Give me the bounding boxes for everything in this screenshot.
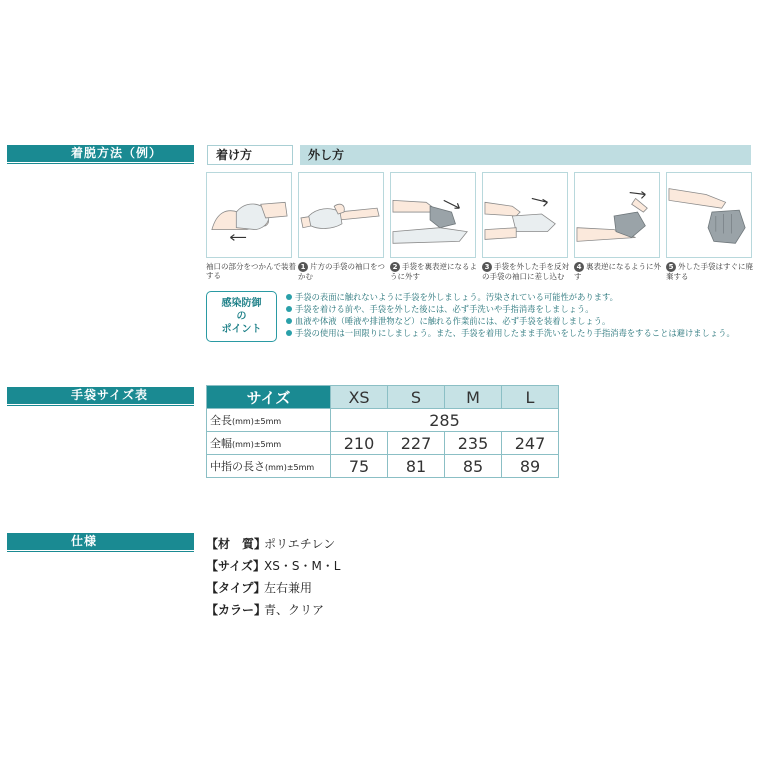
step-illustration-4 <box>574 172 660 258</box>
width-value-s: 227 <box>388 432 445 455</box>
step-number: 4 <box>574 262 584 272</box>
finger-value-s: 81 <box>388 455 445 478</box>
spec-section-title: 仕様 <box>7 533 194 550</box>
bullet-icon <box>286 294 292 300</box>
length-label: 全長(mm)±5mm <box>207 409 331 432</box>
spec-row-type: 【タイプ】 左右兼用 <box>206 581 313 595</box>
table-row <box>207 386 559 409</box>
hand-glove-illustration <box>299 173 383 257</box>
size-table <box>206 385 559 478</box>
size-header-l: L <box>502 386 559 409</box>
hand-glove-illustration <box>207 173 291 257</box>
finger-value-m: 85 <box>445 455 502 478</box>
width-label: 全幅(mm)±5mm <box>207 432 331 455</box>
hand-glove-illustration <box>391 173 475 257</box>
spec-row-material: 【材 質】 ポリエチレン <box>206 537 336 551</box>
step-number: 2 <box>390 262 400 272</box>
section-underline <box>7 405 194 406</box>
step-illustration-3 <box>482 172 568 258</box>
infection-point-list <box>286 291 756 339</box>
infection-point-badge: 感染防御 の ポイント <box>206 291 277 342</box>
bullet-icon <box>286 306 292 312</box>
spec-row-size: 【サイズ】 XS・S・M・L <box>206 559 341 573</box>
step-number: 1 <box>298 262 308 272</box>
bullet-icon <box>286 318 292 324</box>
hand-glove-illustration <box>575 173 659 257</box>
finger-value-xs: 75 <box>331 455 388 478</box>
howto-section-title: 着脱方法（例） <box>7 145 194 162</box>
list-item: 手袋の使用は一回限りにしましょう。また、手袋を着用したまま手洗いをしたり手指消毒をすることは避けましょう。 <box>286 327 756 339</box>
list-item: 手袋の表面に触れないように手袋を外しましょう。汚染されている可能性があります。 <box>286 291 756 303</box>
length-value: 285 <box>331 409 559 432</box>
tab-put-on: 着け方 <box>207 145 293 165</box>
step-illustration-1 <box>298 172 384 258</box>
step-number: 3 <box>482 262 492 272</box>
size-header-m: M <box>445 386 502 409</box>
bullet-icon <box>286 330 292 336</box>
step-caption-3: 3 手袋を外した手を反対の手袋の袖口に差し込む <box>482 262 569 281</box>
section-underline <box>7 163 194 164</box>
arrow-icon <box>444 200 460 208</box>
table-row <box>207 409 559 432</box>
size-header-title: サイズ <box>207 386 331 409</box>
step-caption-2: 2 手袋を裏表逆になるように外す <box>390 262 477 281</box>
section-underline <box>7 551 194 552</box>
table-row <box>207 455 559 478</box>
spec-row-color: 【カラー】 青、クリア <box>206 603 325 617</box>
width-value-xs: 210 <box>331 432 388 455</box>
step-illustration-5 <box>666 172 752 258</box>
width-value-l: 247 <box>502 432 559 455</box>
size-header-xs: XS <box>331 386 388 409</box>
step-caption-put-on: 袖口の部分をつかんで装着する <box>206 262 296 280</box>
step-caption-5: 5 外した手袋はすぐに廃棄する <box>666 262 753 281</box>
list-item: 手袋を着ける前や、手袋を外した後には、必ず手洗いや手指消毒をしましょう。 <box>286 303 756 315</box>
step-caption-1: 1 片方の手袋の袖口をつかむ <box>298 262 385 281</box>
hand-glove-illustration <box>667 173 751 257</box>
spec-list <box>206 533 341 621</box>
step-illustration-2 <box>390 172 476 258</box>
step-number: 5 <box>666 262 676 272</box>
size-header-s: S <box>388 386 445 409</box>
size-section-title: 手袋サイズ表 <box>7 387 194 404</box>
finger-value-l: 89 <box>502 455 559 478</box>
list-item: 血液や体液（唾液や排泄物など）に触れる作業前には、必ず手袋を装着しましょう。 <box>286 315 756 327</box>
width-value-m: 235 <box>445 432 502 455</box>
finger-length-label: 中指の長さ(mm)±5mm <box>207 455 331 478</box>
hand-glove-illustration <box>483 173 567 257</box>
step-caption-4: 4 裏表逆になるように外す <box>574 262 661 281</box>
step-illustration-put-on <box>206 172 292 258</box>
tab-remove: 外し方 <box>300 145 751 165</box>
table-row <box>207 432 559 455</box>
